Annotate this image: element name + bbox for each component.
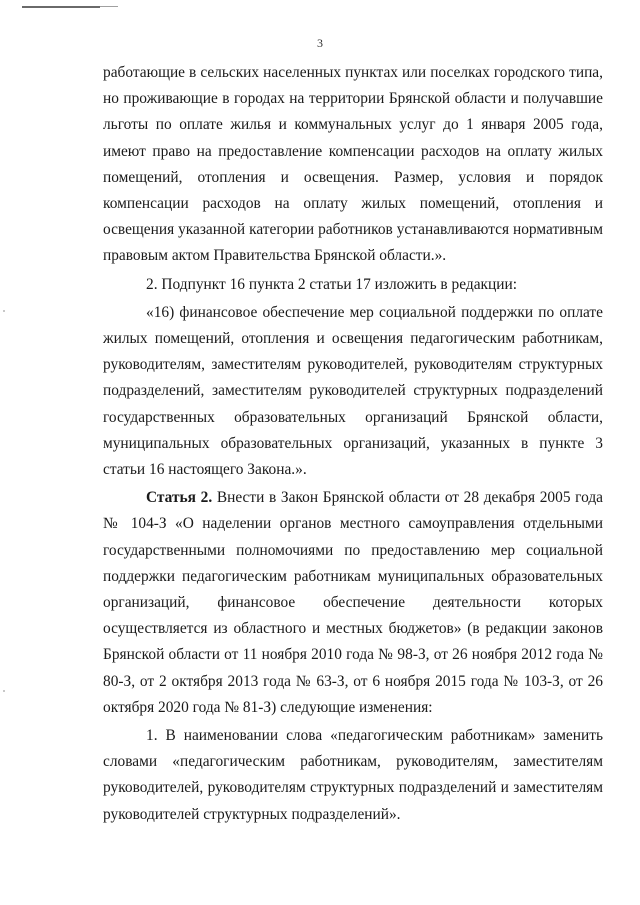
scan-artifact-dot xyxy=(3,690,5,692)
article-2-label: Статья 2. xyxy=(146,489,213,507)
paragraph-article-2 xyxy=(103,485,603,721)
scan-artifact-dot xyxy=(3,310,5,312)
paragraph-subpoint-16: «16) финансовое обеспечение мер социальной поддержки по оплате жилых помещений, отопления и освещения педагогическим работникам, руководителям, заместителям руководителей, руководителям структурных подразделений, заместителям руководителей структурных подразделений государственных образовательных организаций Брянской области, муниципальных образовательных организаций, указанных в пункте 3 статьи 16 настоящего Закона.». xyxy=(103,303,603,479)
document-body xyxy=(103,60,603,828)
scan-artifact-line xyxy=(22,6,100,8)
page-number: 3 xyxy=(317,36,323,50)
paragraph-continuation: работающие в сельских населенных пунктах или поселках городского типа, но проживающие в городах на территории Брянской области и получавшие льготы по оплате жилья и коммунальных услуг до 1 января 2005 года, имеют право на предоставление компенсации расходов на оплату жилых помещений, отопления и освещения. Размер, условия и порядок компенсации расходов на оплату жилых помещений, отопления и освещения указанной категории работников устанавливаются нормативным правовым актом Правительства Брянской области.». xyxy=(103,64,603,265)
paragraph-point-2: 2. Подпункт 16 пункта 2 статьи 17 изложить в редакции: xyxy=(146,275,517,293)
paragraph-point-1: 1. В наименовании слова «педагогическим работникам» заменить словами «педагогическим работникам, руководителям, заместителям руководителей, руководителям структурных подразделений и заместителям руководителей структурных подразделений». xyxy=(103,727,603,823)
article-2-text: Внести в Закон Брянской области от 28 декабря 2005 года № 104-З «О наделении органов местного самоуправления отдельными государственными полномочиями по предоставлению мер социальной поддержки педагогическим работникам муниципальных образовательных организаций, финансовое обеспечение деятельности которых осуществляется из областного и местных бюджетов» (в редакции законов Брянской области от 11 ноября 2010 года № 98-З, от 26 ноября 2012 года № 80-З, от 2 октября 2013 года № 63-З, от 6 ноября 2015 года № 103-З, от 26 октября 2020 года № 81-З) следующие изменения: xyxy=(103,489,604,716)
scan-artifact-line xyxy=(100,6,118,7)
